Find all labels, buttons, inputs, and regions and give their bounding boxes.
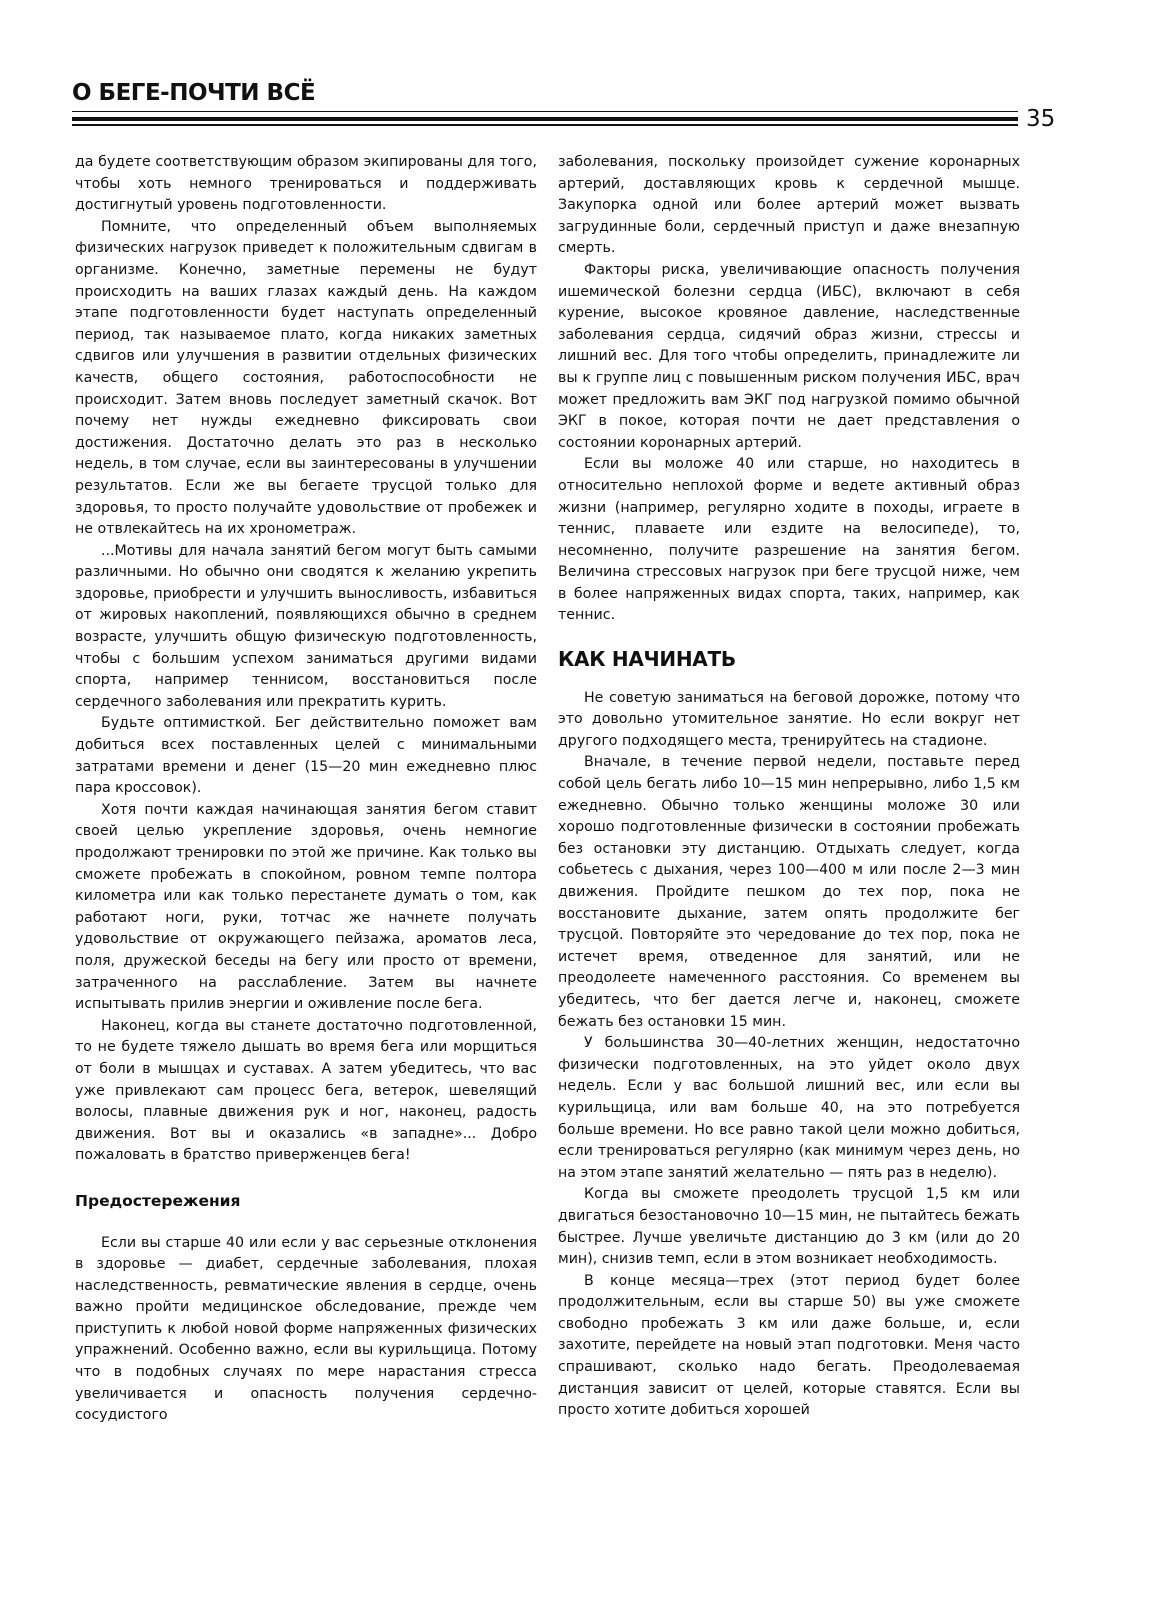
paragraph: В конце месяца—трех (этот период будет более продолжительным, если вы старше 50) вы уже сможете свободно пробежать 3 км или даже больше, и, если захотите, перейдете на новый этап подготовки. Меня часто спрашивают, сколько надо бегать. Преодолеваемая дистанция зависит от целей, которые ставятся. Если вы просто хотите добиться хорошей [558, 1272, 1020, 1419]
paragraph: Хотя почти каждая начинающая занятия бегом ставит своей целью укрепление здоровья, очень немногие продолжают тренировки по этой же причине. Как только вы сможете пробежать в спокойном, ровном темпе полтора километра или как только перестанете думать о том, как работают ноги, руки, тотчас же начнете получать удовольствие от окружающего пейзажа, ароматов леса, поля, дружеской беседы на бегу или просто от времени, затраченного на расслабление. Затем вы начнете испытывать прилив энергии и оживление после бега. [75, 801, 537, 1013]
page-number: 35 [1026, 106, 1056, 132]
header-rule-thin [72, 124, 1018, 126]
paragraph: ...Мотивы для начала занятий бегом могут быть самыми различными. Но обычно они сводятся к желанию укрепить здоровье, приобрести и улучшить выносливость, избавиться от жировых накоплений, появляющихся обычно в среднем возрасте, улучшить общую физическую подготовленность, чтобы с большим успехом заниматься другими видами спорта, например теннисом, восстановиться после сердечного заболевания или прекратить курить. [75, 542, 537, 710]
paragraph: Если вы моложе 40 или старше, но находитесь в относительно неплохой форме и ведете активный образ жизни (например, регулярно ходите в походы, играете в теннис, плаваете или ездите на велосипеде), то, несомненно, получите разрешение на занятия бегом. Величина стрессовых нагрузок при беге трусцой ниже, чем в более напряженных видах спорта, таких, например, как теннис. [558, 456, 1020, 624]
paragraph: Наконец, когда вы станете достаточно подготовленной, то не будете тяжело дышать во время бега или морщиться от боли в мышцах и суставах. А затем убедитесь, что вас уже привлекают сам процесс бега, ветерок, шевелящий волосы, плавные движения рук и ног, наконец, радость движения. Вот вы и оказались «в западне»... Добро пожаловать в братство приверженцев бега! [75, 1017, 537, 1164]
paragraph: Когда вы сможете преодолеть трусцой 1,5 км или двигаться безостановочно 10—15 мин, не пытайтесь бежать быстрее. Лучше увеличьте дистанцию до 3 км (или до 20 мин), снизив темп, если в этом возникает необходимость. [558, 1186, 1020, 1268]
paragraph: Если вы старше 40 или если у вас серьезные отклонения в здоровье — диабет, сердечные заболевания, плохая наследственность, ревматические явления в сердце, очень важно пройти медицинское обследование, прежде чем приступить к любой новой форме напряженных физических упражнений. Особенно важно, если вы курильщица. Потому что в подобных случаях по мере нарастания стресса увеличивается и опасность получения сердечно-сосудистого [75, 1234, 537, 1424]
paragraph: У большинства 30—40-летних женщин, недостаточно физически подготовленных, на это уйдет около двух недель. Если у вас большой лишний вес, или если вы курильщица, или вам больше 40, на это потребуется больше времени. Но все равно такой цели можно добиться, если тренироваться регулярно (как минимум через день, но на этом этапе занятий желательно — пять раз в неделю). [558, 1035, 1020, 1181]
left-column [75, 152, 537, 1427]
paragraph: Факторы риска, увеличивающие опасность получения ишемической болезни сердца (ИБС), включают в себя курение, высокое кровяное давление, наследственные заболевания сердца, сидячий образ жизни, стрессы и лишний вес. Для того чтобы определить, принадлежите ли вы к группе лиц с повышенным риском получения ИБС, врач может предложить вам ЭКГ под нагрузкой помимо обычной ЭКГ в покое, которая почти не дает представления о состоянии коронарных артерий. [558, 261, 1020, 451]
section-heading-how-to-start: КАК НАЧИНАТЬ [558, 647, 736, 672]
paragraph: Не советую заниматься на беговой дорожке, потому что это довольно утомительное занятие. Но если вокруг нет другого подходящего места, тренируйтесь на стадионе. [558, 689, 1020, 749]
paragraph: да будете соответствующим образом экипированы для того, чтобы хоть немного тренироваться и поддерживать достигнутый уровень подготовленности. [75, 154, 537, 214]
paragraph: Будьте оптимисткой. Бег действительно поможет вам добиться всех поставленных целей с минимальными затратами времени и денег (15—20 мин ежедневно плюс пара кроссовок). [75, 715, 537, 797]
header-rule-top [72, 111, 1018, 112]
running-title: О БЕГЕ-ПОЧТИ ВСЁ [72, 80, 316, 106]
paragraph: заболевания, поскольку произойдет сужение коронарных артерий, доставляющих кровь к сердечной мышце. Закупорка одной или более артерий может вызвать загрудинные боли, сердечный приступ и даже внезапную смерть. [558, 154, 1020, 257]
subheading-warnings: Предостережения [75, 1191, 241, 1210]
header-rule-thick [72, 117, 1018, 121]
paragraph: Вначале, в течение первой недели, поставьте перед собой цель бегать либо 10—15 мин непрерывно, либо 1,5 км ежедневно. Обычно только женщины моложе 30 или хорошо подготовленные физически в состоянии пробежать без остановки эту дистанцию. Отдыхать следует, когда собьетесь с дыхания, через 100—400 м или после 2—3 мин движения. Пройдите пешком до тех пор, пока не восстановите дыхание, затем опять продолжите бег трусцой. Повторяйте это чередование до тех пор, пока не истечет время, отведенное для занятий, или не преодолеете намеченного расстояния. Со временем вы убедитесь, что бег дается легче и, наконец, сможете бежать без остановки 15 мин. [558, 754, 1020, 1030]
right-column [558, 152, 1020, 1422]
paragraph: Помните, что определенный объем выполняемых физических нагрузок приведет к положительным сдвигам в организме. Конечно, заметные перемены не будут происходить на ваших глазах каждый день. На каждом этапе подготовленности будет наступать определенный период, так называемое плато, когда никаких заметных сдвигов или улучшения в развитии отдельных физических качеств, общего состояния, работоспособности не происходит. Затем вновь последует заметный скачок. Вот почему нет нужды ежедневно фиксировать свои достижения. Достаточно делать это раз в несколько недель, в том случае, если вы заинтересованы в улучшении результатов. Если же вы бегаете трусцой только для здоровья, то просто получайте удовольствие от пробежек и не отвлекайтесь на их хронометраж. [75, 218, 537, 538]
